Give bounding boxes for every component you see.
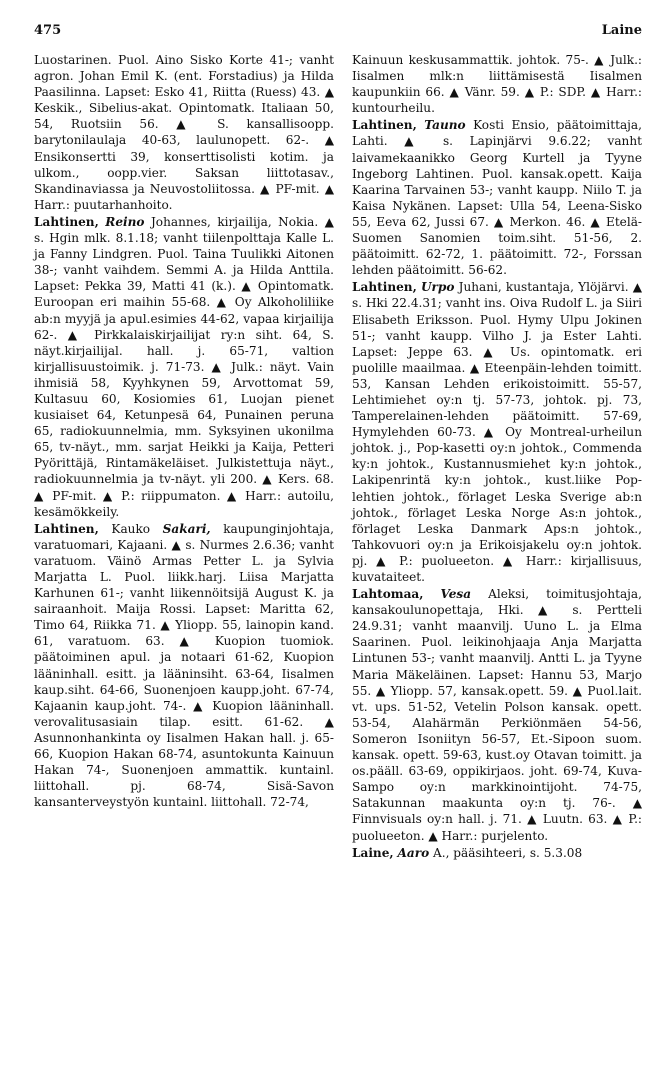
entry-given-name: Reino [105, 214, 145, 229]
entry-continuation [352, 52, 642, 116]
entry-given-name: Urpo [420, 280, 455, 295]
entry-surname: Lahtomaa, [352, 587, 424, 602]
entry-lahtinen-tauno [352, 117, 642, 278]
entry-body: A., pääsihteeri, s. 5.3.08 [433, 845, 583, 860]
entry-first-name: Kauko [111, 521, 151, 536]
entry-body: Johannes, kirjailija, Nokia. ▲ s. Hgin mlk. 8.1.18; vanht tiilenpolttaja Kalle L. ja Fanny Lindgren. Puol. Taina Tuulikki Aitonen 38-; vanht vaihdem. Semmi A. ja Hilda Anttila. Lapset: Pekka 39, Matti 41 (k.). ▲ Opintomatk. Euroopan eri maihin 55-68. ▲ Oy Alkoholiliike ab:n myyjä ja apul.esimies 44-62, vapaa kirjailija 62-. ▲ Pirkkalaiskirjailijat ry:n siht. 64, S. näyt.kirjailijal. hall. j. 65-71, valtion kirjallisuustoimik. j. 71-73. ▲ Julk.: näyt. Vain ihmisiä 58, Kyyhkynen 59, Arvottomat 59, Kultasuu 60, Kosiomies 61, Luojan pienet kusiaiset 64, Ketunpesä 64, Punainen peruna 65, radiokuunnelmia, mm. Syksyinen ukonilma 65, tv-näyt., mm. sarjat Heikki ja Kaija, Petteri Pyörittäjä, Rintamäkeläiset. Julkistettuja näyt., radiokuunnelmia ja tv-näyt. yli 200. ▲ Kers. 68. ▲ PF-mit. ▲ P.: riippumaton. ▲ Harr.: autoilu, kesämökkeily. [34, 214, 334, 519]
left-column [34, 52, 334, 810]
entry-surname: Lahtinen, [34, 521, 99, 536]
entry-body: Kosti Ensio, päätoimittaja, Lahti. ▲ s. Lapinjärvi 9.6.22; vanht laivamekaanikko Georg Kurtell ja Tyyne Ingeborg Lahtinen. Puol. kansak.opett. Kaija Kaarina Tarvainen 53-; vanht kaupp. Niilo T. ja Kaisa Nykänen. Lapset: Ulla 54, Leena-Sisko 55, Eeva 62, Jussi 67. ▲ Merkon. 46. ▲ Etelä-Suomen Sanomien toim.siht. 51-56, 2. päätoimitt. 62-72, 1. päätoimitt. 72-, Forssan lehden päätoimitt. 56-62. [352, 118, 642, 278]
entry-lahtomaa-vesa [352, 586, 642, 844]
running-head: Laine [601, 23, 642, 38]
entry-body: kaupunginjohtaja, varatuomari, Kajaani. ▲ s. Nurmes 2.6.36; vanht varatuom. Väinö Armas Petter L. ja Sylvia Marjatta L. Puol. liikk.harj. Liisa Marjatta Karhunen 61-; vanht liikennöitsijä August K. ja sairaanhoit. Maija Rossi. Lapset: Maritta 62, Timo 64, Riikka 71. ▲ Yliopp. 55, lainopin kand. 61, varatuom. 63. ▲ Kuopion tuomiok. päätoiminen apul. ja notaari 61-62, Kuopion lääninhall. esitt. ja lääninsiht. 63-64, Iisalmen kaup.siht. 64-66, Suonenjoen kaupp.joht. 67-74, Kajaanin kaup.joht. 74-. ▲ Kuopion lääninhall. verovalitusasiain tilap. esitt. 61-62. ▲ Asunnonhankinta oy Iisalmen Hakan hall. j. 65-66, Kuopion Hakan 68-74, asuntokunta Kainuun Hakan 74-, Suonenjoen ammattik. kuntainl. liittohall. pj. 68-74, Sisä-Savon kansanterveystyön kuntainl. liittohall. 72-74, [34, 521, 334, 810]
entry-given-name: Tauno [424, 118, 466, 133]
right-column [352, 52, 642, 861]
entry-surname: Lahtinen, [352, 280, 417, 295]
entry-surname: Lahtinen, [34, 214, 99, 229]
entry-body: Kainuun keskusammattik. johtok. 75-. ▲ Julk.: Iisalmen mlk:n liittämisestä Iisalmen kaupunkiin 66. ▲ Vänr. 59. ▲ P.: SDP. ▲ Harr.: kuntourheilu. [352, 53, 642, 116]
page-number: 475 [34, 23, 62, 38]
entry-surname: Laine, [352, 845, 394, 860]
entry-continuation [34, 52, 334, 213]
entry-body: Juhani, kustantaja, Ylöjärvi. ▲ s. Hki 22.4.31; vanht ins. Oiva Rudolf L. ja Siiri Elisabeth Eriksson. Puol. Hymy Ulpu Jokinen 51-; vanht kaupp. Vilho J. ja Ester Lahti. Lapset: Jeppe 63. ▲ Us. opintomatk. eri puolille maailmaa. ▲ Eteenpäin-lehden toimitt. 53, Kansan Lehden erikoistoimitt. 55-57, Lehtimiehet oy:n tj. 57-73, johtok. pj. 73, Tamperelainen-lehden päätoimitt. 57-69, Hymylehden 60-73. ▲ Oy Montreal-urheilun johtok. j., Pop-kasetti oy:n johtok., Commenda ky:n johtok., Kustannusmiehet ky:n johtok., Lakipenrintä ky:n johtok., kust.liike Pop-lehtien johtok., förlaget Leska Sverige ab:n johtok., förlaget Leska Norge As:n johtok., förlaget Leska Danmark Aps:n johtok., Tahkovuori oy:n ja Erikoisjakelu oy:n johtok. pj. ▲ P.: puolueeton. ▲ Harr.: kirjallisuus, kuvataiteet. [352, 280, 642, 584]
entry-given-name: Aaro [397, 845, 430, 860]
entry-surname: Lahtinen, [352, 118, 417, 133]
entry-lahtinen-urpo [352, 279, 642, 585]
entry-laine-aaro [352, 845, 642, 861]
entry-given-name: Vesa [440, 587, 472, 602]
entry-lahtinen-reino [34, 214, 334, 520]
entry-lahtinen-sakari [34, 521, 334, 811]
entry-body: Luostarinen. Puol. Aino Sisko Korte 41-; vanht agron. Johan Emil K. (ent. Forstadius) ja Hilda Paasilinna. Lapset: Esko 41, Riitta (Ruess) 43. ▲ Keskik., Sibelius-akat. Opintomatk. Italiaan 50, 54, Ruotsiin 56. ▲ S. kansallisoopp. barytonilaulaja 40-63, laulunopett. 62-. ▲ Ensikonsertti 39, konserttisolisti kotim. ja ulkom., oopp.vier. Saksan liittotasav., Skandinaviassa ja Neuvostoliitossa. ▲ PF-mit. ▲ Harr.: puutarhanhoito. [34, 53, 334, 212]
entry-given-name: Sakari, [162, 521, 211, 536]
entry-body: Aleksi, toimitusjohtaja, kansakoulunopettaja, Hki. ▲ s. Pertteli 24.9.31; vanht maanvilj. Uuno L. ja Elma Saarinen. Puol. leikinohjaaja Anja Marjatta Lintunen 53-; vanht maanvilj. Antti L. ja Tyyne Maria Mäkeläinen. Lapset: Hannu 53, Marjo 55. ▲ Yliopp. 57, kansak.opett. 59. ▲ Puol.lait. vt. ups. 51-52, Vetelin Polson kansak. opett. 53-54, Alahärmän Perkiönmäen 54-56, Someron Isoniityn 56-57, Et.-Sipoon suom. kansak. opett. 59-63, kust.oy Otavan toimitt. ja os.pääll. 63-69, oppikirjaos. joht. 69-74, Kuva-Sampo oy:n markkinointijoht. 74-75, Satakunnan maakunta oy:n tj. 76-. ▲ Finnvisuals oy:n hall. j. 71. ▲ Luutn. 63. ▲ P.: puolueeton. ▲ Harr.: purjelento. [352, 587, 642, 843]
